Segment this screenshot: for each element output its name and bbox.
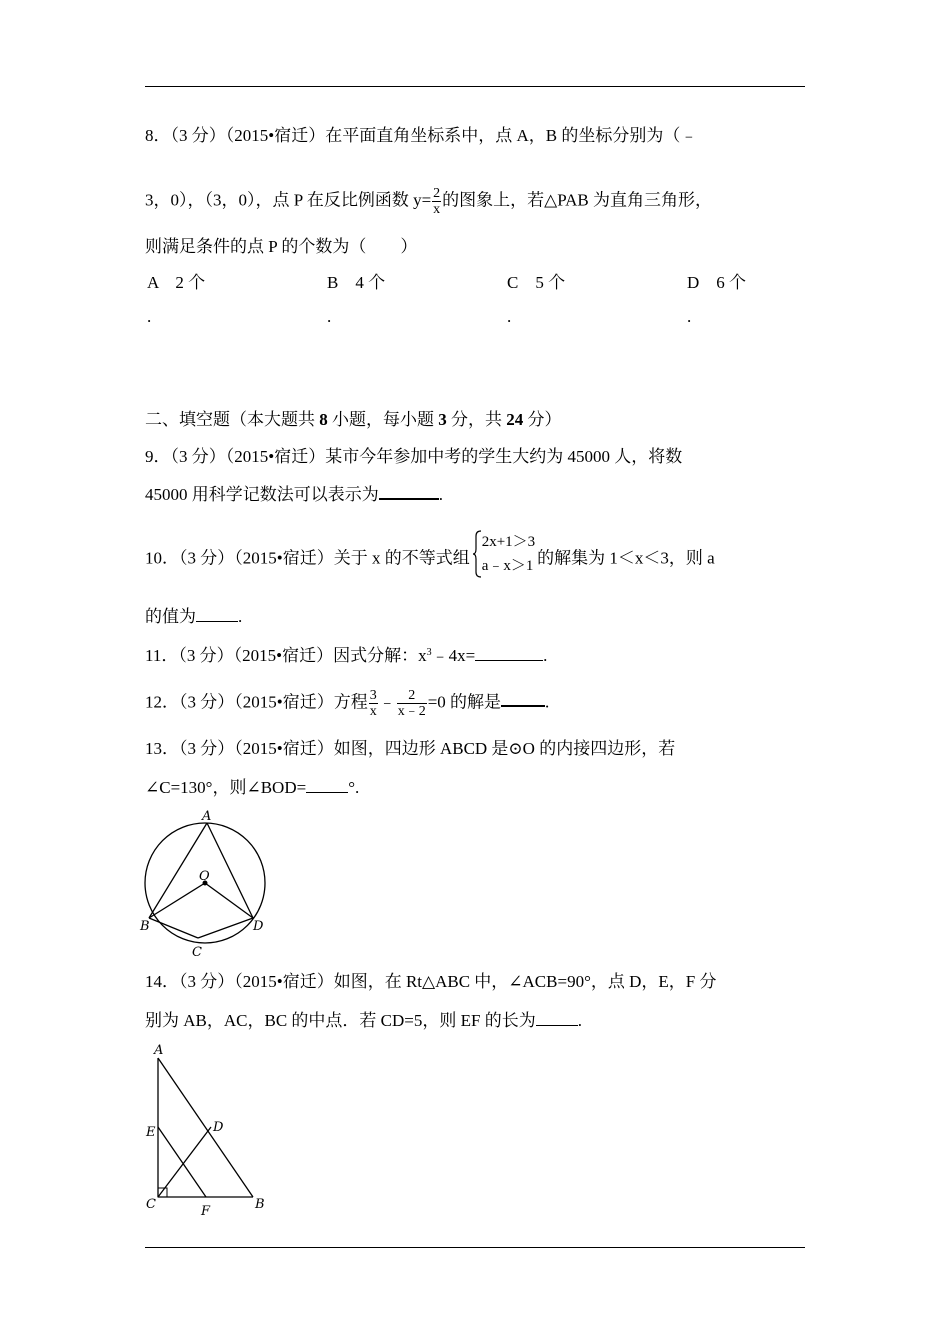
q14-answer-blank[interactable] [536,1009,578,1026]
q13-segment-ob [149,883,205,918]
q8-option-d: D 6 个 [687,273,747,292]
q13-label-a: A [202,809,212,824]
q10-line-2 [145,605,242,628]
q10-line-2-after: . [238,607,243,626]
q11-mid: ﹣4x= [431,646,476,665]
section-2-text-4: 分） [523,410,562,429]
q13-line-2-before: ∠C=130°，则∠BOD= [145,778,307,797]
q13-line-1: 13．（3 分）（2015•宿迁）如图，四边形 ABCD 是⊙O 的内接四边形，若 [145,739,676,758]
q14-line-1: 14．（3 分）（2015•宿迁）如图，在 Rt△ABC 中，∠ACB=90°，点 D，E，F 分 [145,972,717,991]
q14-segment-ab [158,1058,253,1197]
q10-line-2-before: 的值为 [145,607,196,626]
q10-before: 10．（3 分）（2015•宿迁）关于 x 的不等式组 [145,548,470,568]
q13-segment-od [205,883,253,918]
q10-answer-blank[interactable] [196,605,238,622]
q14-label-c: C [146,1197,156,1212]
q12-frac-1-den: x [369,704,377,719]
q11-before: 11．（3 分）（2015•宿迁）因式分解：x [145,646,427,665]
q14-label-b: B [255,1197,265,1212]
q13-label-c: C [192,945,202,960]
q8-line-2 [145,186,712,217]
q8-option-d-dot: . [687,307,692,326]
q14-line-2-before: 别为 AB，AC，BC 的中点．若 CD=5，则 EF 的长为 [145,1011,536,1030]
q9-line-2 [145,482,443,506]
q13-line-2-after: °. [348,778,360,797]
q10-brace-icon [472,530,482,578]
q11-answer-blank[interactable] [475,644,543,661]
q13-segment-bc [149,918,198,938]
q12-frac-2-den: x﹣2 [397,704,426,719]
section-2-text-3: 分，共 [446,410,507,429]
q12-after: . [545,692,550,712]
q14-line-2-after: . [577,1011,582,1030]
q8-fraction [432,186,441,217]
header-rule [145,86,805,87]
q8-line-2-after: 的图象上，若△PAB 为直角三角形， [442,190,713,210]
q8-option-a: A 2 个 [147,273,206,292]
q9-line-2-after: . [438,485,443,504]
q12-fraction-1 [369,688,378,719]
section-2-text-1: 二、填空题（本大题共 [145,410,320,429]
q10-line-1 [145,530,715,589]
q13-label-d: D [253,919,264,934]
q9-line-2-before: 45000 用科学记数法可以表示为 [145,485,379,504]
section-2-count: 8 [319,410,328,429]
q10-row-1: 2x+1＞3 [481,534,536,550]
q13-answer-blank[interactable] [306,776,348,793]
q13-circle-figure [138,805,278,965]
q12-line [145,688,549,719]
q14-triangle-figure [140,1040,280,1220]
footer-rule [145,1247,805,1248]
q8-option-b: B 4 个 [327,273,386,292]
q14-line-2 [145,1009,582,1032]
section-2-points-each: 3 [438,410,447,429]
q12-frac-2-num: 2 [397,688,427,704]
section-2-heading [145,409,562,431]
q9-answer-blank[interactable] [379,482,439,500]
q12-mid: =0 的解是 [427,692,502,712]
q8-frac-den: x [433,202,441,217]
q14-label-d: D [213,1120,224,1135]
q9-line-1: 9．（3 分）（2015•宿迁）某市今年参加中考的学生大约为 45000 人，将数 [145,447,683,466]
q8-option-a-dot: . [147,307,152,326]
q12-frac-1-num: 3 [369,688,377,703]
q13-label-b: B [140,919,150,934]
q12-minus: ﹣ [378,692,396,712]
q8-line-2-before: 3，0），（3，0），点 P 在反比例函数 y= [145,190,432,210]
q12-fraction-2 [397,688,427,719]
q10-inequality-system [472,530,535,589]
q13-segment-ad [207,823,253,918]
section-2-text-2: 小题，每小题 [327,410,439,429]
q8-option-c: C 5 个 [507,273,566,292]
q10-row-2: a﹣x＞1 [481,558,534,574]
q14-label-e: E [146,1125,156,1140]
q11-exponent: 3 [426,647,432,658]
q12-before: 12．（3 分）（2015•宿迁）方程 [145,692,368,712]
q8-option-b-dot: . [327,307,332,326]
q11-after: . [543,646,548,665]
q8-frac-num: 2 [433,186,441,201]
q11-line [145,642,547,667]
q12-answer-blank[interactable] [501,689,545,707]
q8-line-3: 则满足条件的点 P 的个数为（ ） [145,237,418,256]
q13-line-2 [145,776,359,799]
q14-label-f: F [201,1204,211,1219]
q14-label-a: A [154,1043,164,1058]
section-2-points-total: 24 [506,410,524,429]
q8-option-c-dot: . [507,307,512,326]
q13-label-o: O [199,869,210,884]
q10-after: 的解集为 1＜x＜3，则 a [537,548,715,568]
q8-line-1: 8．（3 分）（2015•宿迁）在平面直角坐标系中，点 A，B 的坐标分别为（﹣ [145,126,698,145]
